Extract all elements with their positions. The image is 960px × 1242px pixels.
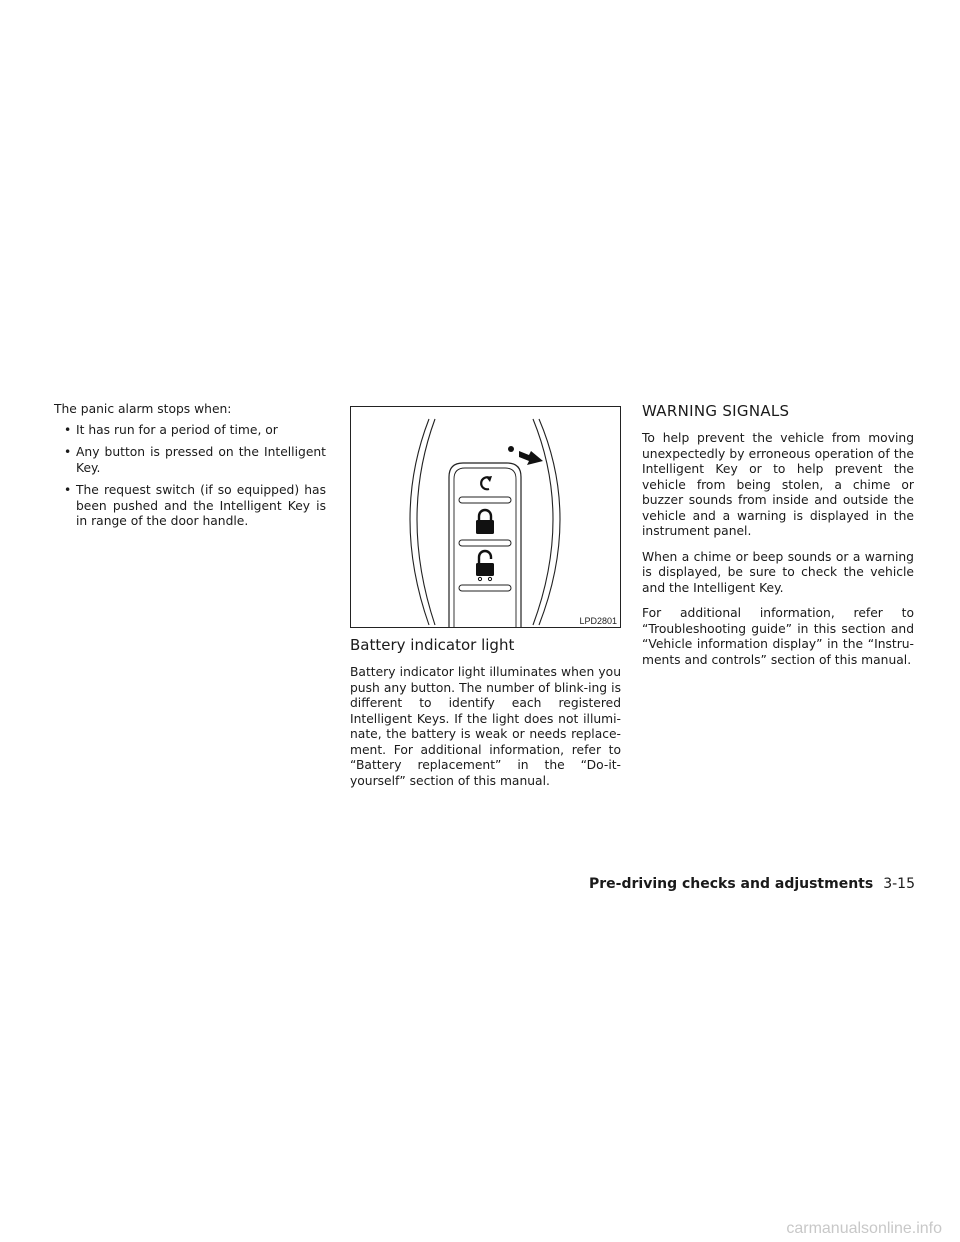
panic-alarm-intro: The panic alarm stops when: [54,402,232,416]
warning-paragraph: When a chime or beep sounds or a warning is displayed, be sure to check the vehicle and the Intelligent Key. [642,549,914,595]
column-right [642,402,914,678]
unlock-icon [476,551,494,581]
intelligent-key-figure [350,406,621,628]
warning-paragraph: For additional information, refer to “Troubleshooting guide” in this section and “Vehicle information display” in the “Instru-ments and controls” section of this manual. [642,606,914,667]
warning-signals-heading: WARNING SIGNALS [642,402,790,420]
list-item: • It has run for a period of time, or [54,423,326,439]
indicator-light-icon [508,446,514,452]
column-middle [350,402,621,799]
lock-icon [476,510,494,534]
warning-paragraph: To help prevent the vehicle from moving unexpectedly by erroneous operation of the Intelligent Key or to help prevent the vehicle from being stolen, a chime or buzzer sounds from inside and outside the vehicle and a warning is displayed in the instrument panel. [642,431,914,538]
page-number: 3-15 [883,876,915,892]
section-title: Pre-driving checks and adjustments [589,876,874,892]
remote-start-icon [481,476,492,489]
watermark: carmanualsonline.info [786,1220,942,1237]
intelligent-key-illustration [351,407,620,627]
panic-alarm-list [54,423,326,530]
list-item: • The request switch (if so equipped) has been pushed and the Intelligent Key is in range of the door handle. [54,483,326,530]
figure-id: LPD2801 [579,616,617,626]
list-item: • Any button is pressed on the Intelligent Key. [54,445,326,476]
arrow-icon [519,451,543,465]
battery-indicator-heading: Battery indicator light [350,636,515,654]
page-footer [589,876,915,892]
battery-indicator-text: Battery indicator light illuminates when you push any button. The number of blink-ing is different to identify each registered Intelligent Keys. If the light does not illumi-nate, the battery is weak or needs replace-ment. For additional information, refer to “Battery replacement” in the “Do-it-yourself” section of this manual. [350,665,621,788]
column-left [54,402,326,537]
